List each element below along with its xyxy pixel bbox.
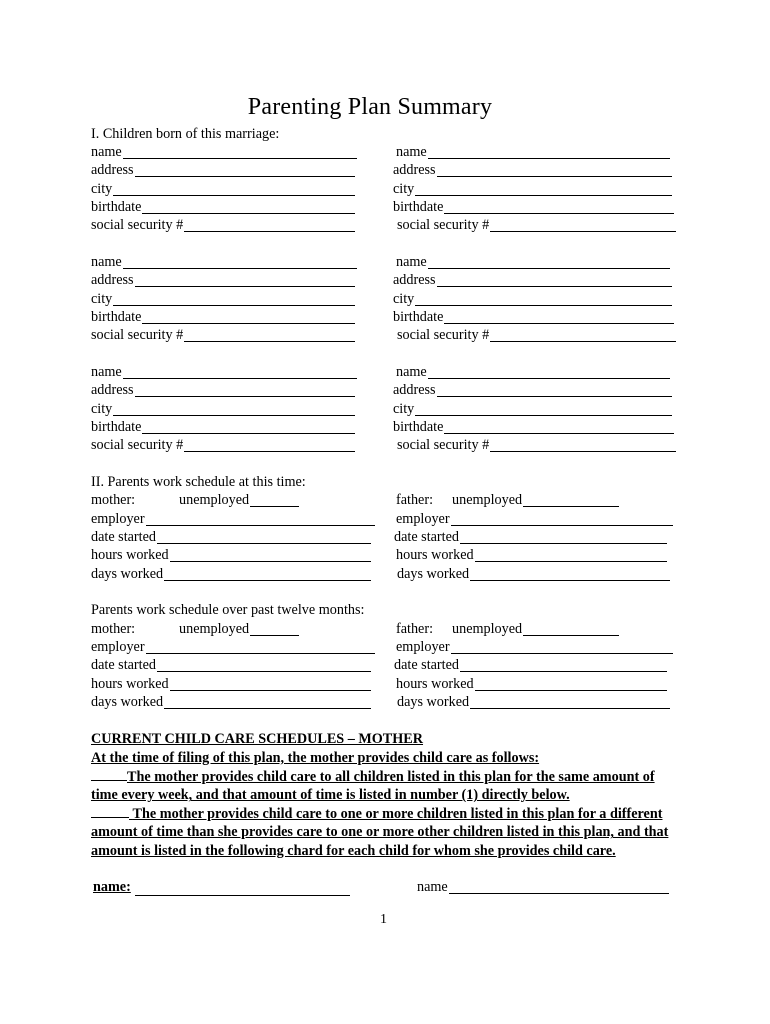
child-1-birthdate-field[interactable] [91, 198, 355, 216]
input-line[interactable] [490, 327, 676, 342]
input-line[interactable] [460, 657, 667, 672]
name-label: name [417, 879, 448, 895]
input-line[interactable] [164, 694, 371, 709]
date-started-label: date started [394, 529, 459, 545]
child-2-birthdate-field[interactable] [393, 198, 674, 216]
mother-past-hours-worked-field[interactable] [91, 675, 371, 693]
name-label: name [91, 144, 122, 160]
child-2-name-field[interactable] [396, 143, 670, 161]
childcare-option-1 [91, 768, 681, 805]
father-employer-field[interactable] [396, 510, 673, 528]
child-3-address-field[interactable] [91, 271, 355, 289]
birthdate-label: birthdate [91, 199, 142, 215]
unemployed-label: unemployed [179, 492, 250, 508]
name-label: name [396, 144, 427, 160]
hours-worked-label: hours worked [396, 676, 474, 692]
option-2-checkbox-line[interactable] [91, 805, 129, 818]
input-line[interactable] [470, 694, 670, 709]
father-past-hours-worked-field[interactable] [396, 675, 667, 693]
input-line[interactable] [451, 511, 673, 526]
mother-hours-worked-field[interactable] [91, 546, 371, 564]
input-line[interactable] [184, 217, 355, 232]
mother-past-date-started-field[interactable] [91, 656, 371, 674]
input-line[interactable] [164, 566, 371, 581]
childcare-name-field-2[interactable] [417, 878, 669, 896]
unemployed-label: unemployed [452, 621, 523, 637]
address-label: address [91, 162, 134, 178]
input-line[interactable] [142, 199, 355, 214]
city-label: city [393, 401, 415, 417]
input-line[interactable] [437, 272, 672, 287]
input-line[interactable] [135, 272, 355, 287]
input-line[interactable] [470, 566, 670, 581]
child-1-ssn-field[interactable] [91, 216, 355, 234]
child-6-ssn-field[interactable] [397, 436, 676, 454]
child-6-name-field[interactable] [396, 363, 670, 381]
child-3-name-field[interactable] [91, 253, 357, 271]
father-past-unemployed-field[interactable] [452, 620, 619, 638]
childcare-name-field-1[interactable] [93, 878, 350, 896]
child-3-city-field[interactable] [91, 290, 355, 308]
input-line[interactable] [135, 382, 355, 397]
name-label: name [91, 254, 122, 270]
input-line[interactable] [113, 401, 355, 416]
child-4-address-field[interactable] [393, 271, 672, 289]
employer-label: employer [91, 511, 145, 527]
section1-heading: I. Children born of this marriage: [91, 126, 280, 142]
page-title: Parenting Plan Summary [247, 94, 493, 120]
child-1-city-field[interactable] [91, 180, 355, 198]
father-days-worked-field[interactable] [397, 565, 670, 583]
input-line[interactable] [142, 419, 355, 434]
ssn-label: social security # [397, 217, 490, 233]
input-line[interactable] [184, 437, 355, 452]
mother-label: mother: [91, 621, 136, 637]
input-line[interactable] [444, 419, 674, 434]
father-hours-worked-field[interactable] [396, 546, 667, 564]
name-label: name [91, 364, 122, 380]
mother-past-unemployed-field[interactable] [179, 620, 299, 638]
input-line[interactable] [437, 162, 672, 177]
birthdate-label: birthdate [91, 309, 142, 325]
mother-days-worked-field[interactable] [91, 565, 371, 583]
section2-heading: II. Parents work schedule at this time: [91, 474, 306, 490]
days-worked-label: days worked [91, 566, 164, 582]
child-3-ssn-field[interactable] [91, 326, 355, 344]
childcare-option-2 [91, 805, 681, 860]
ssn-label: social security # [91, 437, 184, 453]
hours-worked-label: hours worked [91, 676, 169, 692]
mother-employer-field[interactable] [91, 510, 375, 528]
past-twelve-months-heading: Parents work schedule over past twelve months: [91, 602, 365, 618]
days-worked-label: days worked [397, 566, 470, 582]
employer-label: employer [396, 511, 450, 527]
childcare-intro: At the time of filing of this plan, the mother provides child care as follows: [91, 750, 540, 766]
child-6-city-field[interactable] [393, 400, 672, 418]
days-worked-label: days worked [397, 694, 470, 710]
child-5-ssn-field[interactable] [91, 436, 355, 454]
input-line[interactable] [113, 291, 355, 306]
input-line[interactable] [415, 291, 672, 306]
input-line[interactable] [123, 364, 357, 379]
child-4-ssn-field[interactable] [397, 326, 676, 344]
birthdate-label: birthdate [393, 199, 444, 215]
address-label: address [91, 382, 134, 398]
employer-label: employer [91, 639, 145, 655]
input-line[interactable] [460, 529, 667, 544]
input-line[interactable] [444, 309, 674, 324]
city-label: city [393, 291, 415, 307]
city-label: city [91, 401, 113, 417]
input-line[interactable] [428, 254, 670, 269]
input-line[interactable] [135, 162, 355, 177]
city-label: city [393, 181, 415, 197]
hours-worked-label: hours worked [396, 547, 474, 563]
input-line[interactable] [428, 144, 670, 159]
child-3-birthdate-field[interactable] [91, 308, 355, 326]
input-line[interactable] [437, 382, 672, 397]
child-5-address-field[interactable] [91, 381, 355, 399]
input-line[interactable] [523, 621, 619, 636]
name-bold-label: name: [93, 879, 131, 895]
child-4-birthdate-field[interactable] [393, 308, 674, 326]
input-line[interactable] [113, 181, 355, 196]
input-line[interactable] [146, 511, 375, 526]
date-started-label: date started [91, 529, 156, 545]
father-past-days-worked-field[interactable] [397, 693, 670, 711]
address-label: address [393, 162, 436, 178]
child-5-city-field[interactable] [91, 400, 355, 418]
option-2-text: The mother provides child care to one or more children listed in this plan for a different amount of time than she provides care to one or more other children listed in this plan, and that amount is listed in the following chard for each child for whom she provides child care. [91, 806, 669, 859]
mother-label: mother: [91, 492, 136, 508]
input-line[interactable] [475, 547, 667, 562]
child-2-city-field[interactable] [393, 180, 672, 198]
city-label: city [91, 181, 113, 197]
address-label: address [393, 272, 436, 288]
input-line[interactable] [170, 547, 371, 562]
childcare-heading: CURRENT CHILD CARE SCHEDULES – MOTHER [91, 731, 424, 747]
input-line[interactable] [451, 639, 673, 654]
name-label: name [396, 364, 427, 380]
mother-past-employer-field[interactable] [91, 638, 375, 656]
input-line[interactable] [250, 621, 299, 636]
input-line[interactable] [428, 364, 670, 379]
city-label: city [91, 291, 113, 307]
page-number: 1 [380, 912, 387, 927]
ssn-label: social security # [397, 437, 490, 453]
father-past-employer-field[interactable] [396, 638, 673, 656]
child-4-name-field[interactable] [396, 253, 670, 271]
input-line[interactable] [157, 529, 371, 544]
input-line[interactable] [415, 401, 672, 416]
ssn-label: social security # [91, 217, 184, 233]
date-started-label: date started [394, 657, 459, 673]
mother-past-days-worked-field[interactable] [91, 693, 371, 711]
father-unemployed-field[interactable] [452, 491, 619, 509]
child-5-birthdate-field[interactable] [91, 418, 355, 436]
child-2-address-field[interactable] [393, 161, 672, 179]
input-line[interactable] [490, 437, 676, 452]
address-label: address [393, 382, 436, 398]
input-line[interactable] [170, 676, 371, 691]
ssn-label: social security # [91, 327, 184, 343]
hours-worked-label: hours worked [91, 547, 169, 563]
ssn-label: social security # [397, 327, 490, 343]
input-line[interactable] [157, 657, 371, 672]
child-6-birthdate-field[interactable] [393, 418, 674, 436]
option-1-checkbox-line[interactable] [91, 768, 127, 781]
input-line[interactable] [123, 144, 357, 159]
child-1-name-field[interactable] [91, 143, 357, 161]
input-line[interactable] [123, 254, 357, 269]
input-line[interactable] [135, 882, 350, 896]
child-4-city-field[interactable] [393, 290, 672, 308]
option-1-text: The mother provides child care to all children listed in this plan for the same amount of time every week, and that amount of time is listed in number (1) directly below. [91, 769, 655, 804]
father-date-started-field[interactable] [394, 528, 667, 546]
employer-label: employer [396, 639, 450, 655]
child-6-address-field[interactable] [393, 381, 672, 399]
father-past-date-started-field[interactable] [394, 656, 667, 674]
father-label: father: [396, 621, 434, 637]
child-1-address-field[interactable] [91, 161, 355, 179]
father-label: father: [396, 492, 434, 508]
unemployed-label: unemployed [452, 492, 523, 508]
input-line[interactable] [146, 639, 375, 654]
input-line[interactable] [523, 492, 619, 507]
birthdate-label: birthdate [393, 419, 444, 435]
unemployed-label: unemployed [179, 621, 250, 637]
input-line[interactable] [490, 217, 676, 232]
birthdate-label: birthdate [91, 419, 142, 435]
date-started-label: date started [91, 657, 156, 673]
input-line[interactable] [184, 327, 355, 342]
child-5-name-field[interactable] [91, 363, 357, 381]
input-line[interactable] [250, 492, 299, 507]
child-2-ssn-field[interactable] [397, 216, 676, 234]
mother-date-started-field[interactable] [91, 528, 371, 546]
input-line[interactable] [475, 676, 667, 691]
input-line[interactable] [444, 199, 674, 214]
days-worked-label: days worked [91, 694, 164, 710]
mother-unemployed-field[interactable] [179, 491, 299, 509]
name-label: name [396, 254, 427, 270]
birthdate-label: birthdate [393, 309, 444, 325]
address-label: address [91, 272, 134, 288]
input-line[interactable] [142, 309, 355, 324]
input-line[interactable] [449, 879, 669, 894]
input-line[interactable] [415, 181, 672, 196]
